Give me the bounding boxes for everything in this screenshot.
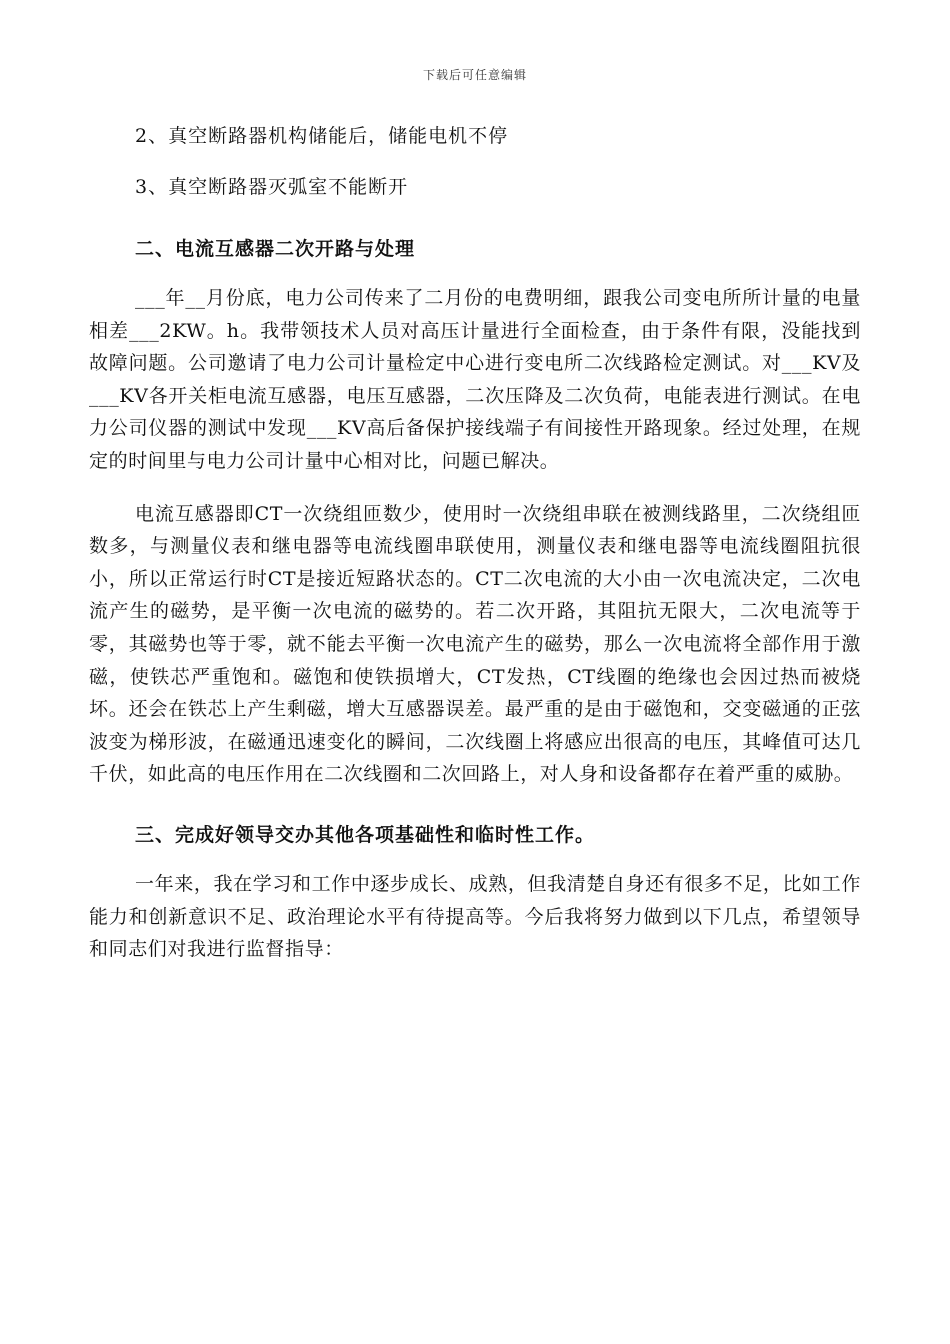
list-item-3: 3、真空断路器灭弧室不能断开 [135,176,409,198]
section-2-paragraph-1: ___年__月份底，电力公司传来了二月份的电费明细，跟我公司变电所所计量的电量相差___2KW。h。我带领技术人员对高压计量进行全面检查，由于条件有限，没能找到故障问题。公司邀请了电力公司计量检定中心进行变电所二次线路检定测试。对___KV及___KV各开关柜电流互感器，电压互感器，二次压降及二次负荷，电能表进行测试。在电力公司仪器的测试中发现___KV高后备保护接线端子有间接性开路现象。经过处理，在规定的时间里与电力公司计量中心相对比，问题已解决。 [89,287,861,472]
document-body [89,118,861,984]
section-heading-3: 三、完成好领导交办其他各项基础性和临时性工作。 [135,823,596,846]
section-heading-2: 二、电流互感器二次开路与处理 [135,238,416,260]
section-2-paragraph-2: 电流互感器即CT一次绕组匝数少，使用时一次绕组串联在被测线路里，二次绕组匝数多，与测量仪表和继电器等电流线圈串联使用，测量仪表和继电器等电流线圈阻抗很小，所以正常运行时CT是接近短路状态的。CT二次电流的大小由一次电流决定，二次电流产生的磁势，是平衡一次电流的磁势的。若二次开路，其阻抗无限大，二次电流等于零，其磁势也等于零，就不能去平衡一次电流产生的磁势，那么一次电流将全部作用于激磁，使铁芯严重饱和。磁饱和使铁损增大，CT发热，CT线圈的绝缘也会因过热而被烧坏。还会在铁芯上产生剩磁，增大互感器误差。最严重的是由于磁饱和，交变磁通的正弦波变为梯形波，在磁通迅速变化的瞬间，二次线圈上将感应出很高的电压，其峰值可达几千伏，如此高的电压作用在二次线圈和二次回路上，对人身和设备都存在着严重的威胁。 [89,502,861,786]
section-3-paragraph-1: 一年来，我在学习和工作中逐步成长、成熟，但我清楚自身还有很多不足，比如工作能力和创新意识不足、政治理论水平有待提高等。今后我将努力做到以下几点，希望领导和同志们对我进行监督指导： [89,872,861,961]
list-item-2: 2、真空断路器机构储能后，储能电机不停 [135,125,509,147]
page-header-note: 下载后可任意编辑 [422,68,527,82]
